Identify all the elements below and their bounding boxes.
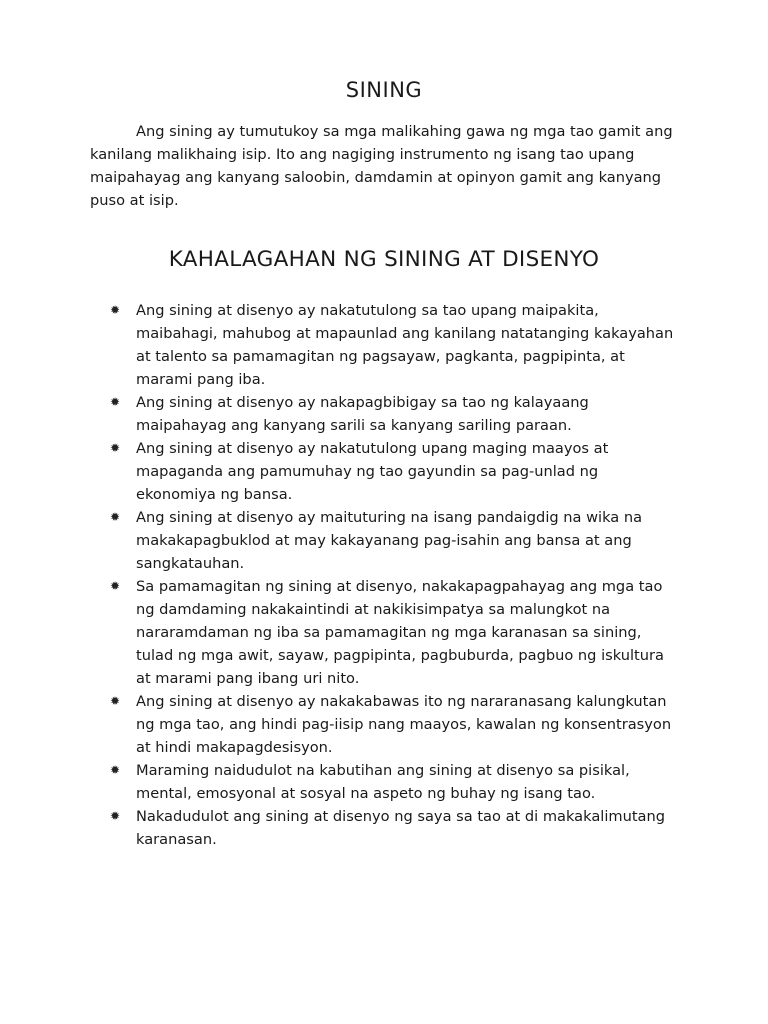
list-item (108, 299, 678, 391)
list-item (108, 805, 678, 851)
star-burst-icon: ✹ (110, 395, 121, 409)
list-item (108, 690, 678, 759)
star-burst-icon: ✹ (110, 579, 121, 593)
page-title: SINING (345, 78, 423, 102)
list-item (108, 437, 678, 506)
list-item-text: Ang sining at disenyo ay nakakabawas ito ng nararanasang kalungkutan ng mga tao, ang hindi pag-iisip nang maayos, kawalan ng konsentrasyon at hindi makapagdesisyon. (136, 693, 672, 756)
list-item-text: Ang sining at disenyo ay nakapagbibigay sa tao ng kalayaang maipahayag ang kanyang sarili sa kanyang sariling paraan. (136, 394, 589, 434)
star-burst-icon: ✹ (110, 510, 121, 524)
star-burst-icon: ✹ (110, 694, 121, 708)
list-item (108, 391, 678, 437)
list-item-text: Ang sining at disenyo ay nakatutulong sa tao upang maipakita, maibahagi, mahubog at mapaunlad ang kanilang natatanging kakayahan at talento sa pamamagitan ng pagsayaw, pagkanta, pagpipinta, at marami pang iba. (136, 302, 674, 388)
list-item-text: Ang sining at disenyo ay nakatutulong upang maging maayos at mapaganda ang pamumuhay ng tao gayundin sa pag-unlad ng ekonomiya ng bansa. (136, 440, 609, 503)
section-heading: KAHALAGAHAN NG SINING AT DISENYO (168, 247, 600, 272)
bullet-list (108, 299, 678, 851)
star-burst-icon: ✹ (110, 303, 121, 317)
list-item (108, 506, 678, 575)
list-item (108, 759, 678, 805)
list-item-text: Nakadudulot ang sining at disenyo ng saya sa tao at di makakalimutang karanasan. (136, 808, 666, 848)
intro-paragraph: Ang sining ay tumutukoy sa mga malikahing gawa ng mga tao gamit ang kanilang malikhaing isip. Ito ang nagiging instrumento ng isang tao upang maipahayag ang kanyang saloobin, damdamin at opinyon gamit ang kanyang puso at isip. (90, 123, 673, 209)
star-burst-icon: ✹ (110, 441, 121, 455)
list-item-text: Ang sining at disenyo ay maituturing na isang pandaigdig na wika na makakapagbuklod at may kakayanang pag-isahin ang bansa at ang sangkatauhan. (136, 509, 643, 572)
list-item-text: Maraming naidudulot na kabutihan ang sining at disenyo sa pisikal, mental, emosyonal at sosyal na aspeto ng buhay ng isang tao. (136, 762, 630, 802)
star-burst-icon: ✹ (110, 809, 121, 823)
star-burst-icon: ✹ (110, 763, 121, 777)
list-item-text: Sa pamamagitan ng sining at disenyo, nakakapagpahayag ang mga tao ng damdaming nakakaintindi at nakikisimpatya sa malungkot na nararamdaman ng iba sa pamamagitan ng mga karanasan sa sining, tulad ng mga awit, sayaw, pagpipinta, pagbuburda, pagbuo ng iskultura at marami pang ibang uri nito. (136, 578, 664, 687)
list-item (108, 575, 678, 690)
